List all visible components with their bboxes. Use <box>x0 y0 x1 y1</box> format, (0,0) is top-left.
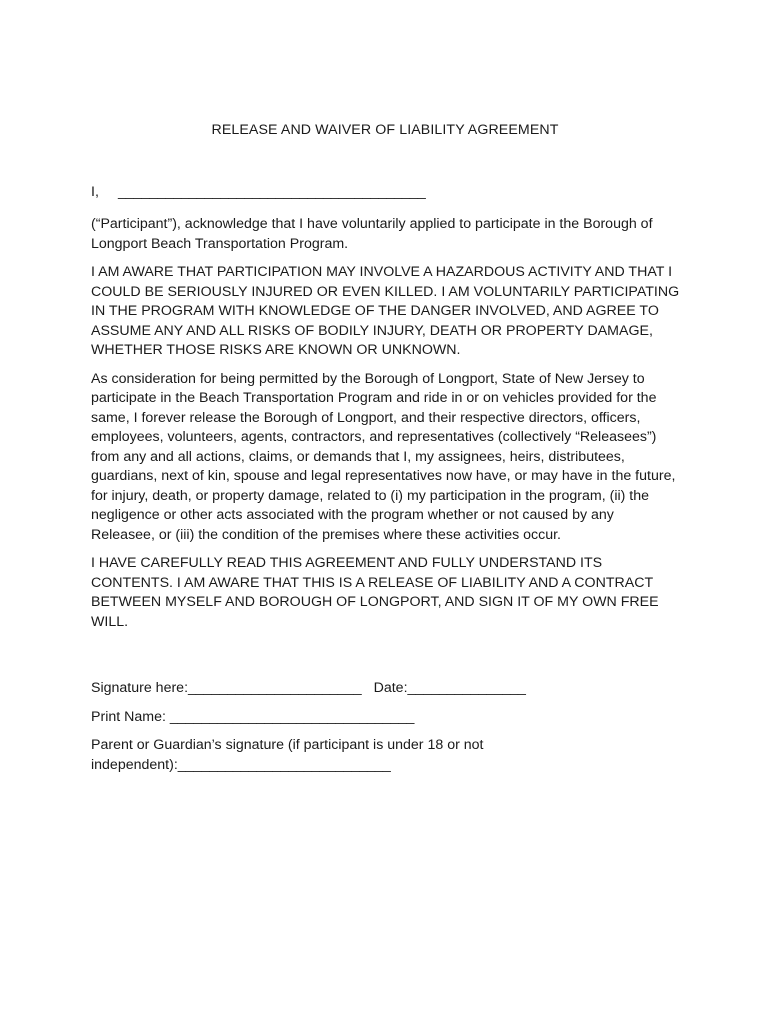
release-consideration-paragraph: As consideration for being permitted by the Borough of Longport, State of New Jersey to participate in the Beach Transportation Program and ride in or on vehicles provided for the same, I forever release the Borough of Longport, and their respective directors, officers, employees, volunteers, agents, contractors, and representatives (collectively “Releasees”) from any and all actions, claims, or demands that I, my assignees, heirs, distributees, guardians, next of kin, spouse and legal representatives now have, or may have in the future, for injury, death, or property damage, related to (i) my participation in the program, (ii) the negligence or other acts associated with the program whether or not caused by any Releasee, or (iii) the condition of the premises where these activities occur. <box>91 370 676 543</box>
hazard-awareness-paragraph: I AM AWARE THAT PARTICIPATION MAY INVOLVE A HAZARDOUS ACTIVITY AND THAT I COULD BE SERIOUSLY INJURED OR EVEN KILLED. I AM VOLUNTARILY PARTICIPATING IN THE PROGRAM WITH KNOWLEDGE OF THE DANGER INVOLVED, AND AGREE TO ASSUME ANY AND ALL RISKS OF BODILY INJURY, DEATH OR PROPERTY DAMAGE, WHETHER THOSE RISKS ARE KNOWN OR UNKNOWN. <box>91 264 680 358</box>
guardian-signature-field[interactable]: independent):___________________________ <box>91 756 391 773</box>
signature-field[interactable]: Signature here:______________________ <box>91 680 362 696</box>
guardian-signature-block <box>91 736 681 775</box>
date-field[interactable]: Date:_______________ <box>373 680 526 696</box>
print-name-field[interactable]: Print Name: _______________________________ <box>91 708 415 725</box>
participant-name-row <box>91 183 681 203</box>
name-prefix: I, <box>91 184 99 200</box>
signature-date-row <box>91 679 681 699</box>
guardian-signature-label: Parent or Guardian’s signature (if participant is under 18 or not <box>91 737 484 753</box>
document-body <box>91 183 681 784</box>
participant-name-blank[interactable]: _______________________________________ <box>118 184 426 200</box>
acknowledgement-paragraph: (“Participant”), acknowledge that I have voluntarily applied to participate in the Borough of Longport Beach Transportation Program. <box>91 216 653 252</box>
document-title: RELEASE AND WAIVER OF LIABILITY AGREEMENT <box>211 122 559 138</box>
read-and-understand-paragraph: I HAVE CAREFULLY READ THIS AGREEMENT AND FULLY UNDERSTAND ITS CONTENTS. I AM AWARE THAT THIS IS A RELEASE OF LIABILITY AND A CONTRACT BETWEEN MYSELF AND BOROUGH OF LONGPORT, AND SIGN IT OF MY OWN FREE WILL. <box>91 555 659 630</box>
spacer <box>91 641 681 679</box>
